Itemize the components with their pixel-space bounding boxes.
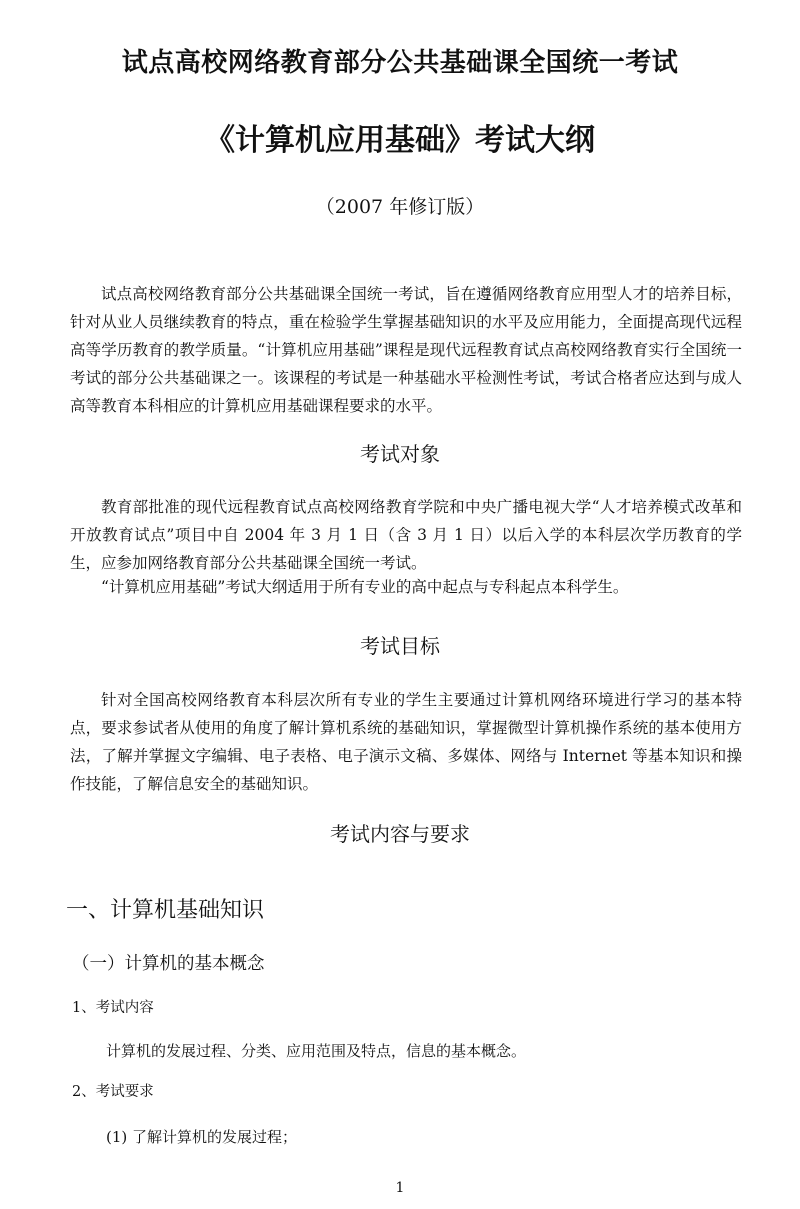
requirement-item: (1) 了解计算机的发展过程； (106, 1128, 298, 1146)
page-number: 1 (395, 1180, 405, 1196)
exam-series-header: 试点高校网络教育部分公共基础课全国统一考试 (121, 48, 679, 78)
section-heading-exam-target: 考试对象 (360, 442, 440, 466)
item-heading-content: 1、考试内容 (72, 1000, 154, 1016)
document-title: 《计算机应用基础》考试大纲 (205, 123, 595, 158)
item-content-text: 计算机的发展过程、分类、应用范围及特点，信息的基本概念。 (106, 1042, 527, 1060)
subsection-title: （一）计算机的基本概念 (72, 954, 265, 974)
edition-note: （2007 年修订版） (315, 196, 485, 218)
chapter-title: 一、计算机基础知识 (66, 898, 265, 923)
exam-scope-paragraph: “计算机应用基础”考试大纲适用于所有专业的高中起点与专科起点本科学生。 (101, 578, 629, 596)
intro-paragraph: 试点高校网络教育部分公共基础课全国统一考试，旨在遵循网络教育应用型人才的培养目标，针对从业人员继续教育的特点，重在检验学生掌握基础知识的水平及应用能力，全面提高现代远程高等学历教育的教学质量。“计算机应用基础”课程是现代远程教育试点高校网络教育实行全国统一考试的部分公共基础课之一。该课程的考试是一种基础水平检测性考试，考试合格者应达到与成人高等教育本科相应的计算机应用基础课程要求的水平。 (70, 285, 742, 415)
item-heading-requirements: 2、考试要求 (72, 1084, 154, 1100)
section-heading-exam-content: 考试内容与要求 (330, 822, 470, 846)
exam-goal-paragraph: 针对全国高校网络教育本科层次所有专业的学生主要通过计算机网络环境进行学习的基本特点，要求参试者从使用的角度了解计算机系统的基础知识，掌握微型计算机操作系统的基本使用方法，了解并掌握文字编辑、电子表格、电子演示文稿、多媒体、网络与 Internet 等基本知识和操作技能，了解信息安全的基础知识。 (70, 691, 742, 793)
exam-target-paragraph: 教育部批准的现代远程教育试点高校网络教育学院和中央广播电视大学“人才培养模式改革和开放教育试点”项目中自 2004 年 3 月 1 日（含 3 月 1 日）以后入学的本科层次学历教育的学生，应参加网络教育部分公共基础课全国统一考试。 (70, 498, 742, 572)
section-heading-exam-goal: 考试目标 (360, 634, 440, 658)
